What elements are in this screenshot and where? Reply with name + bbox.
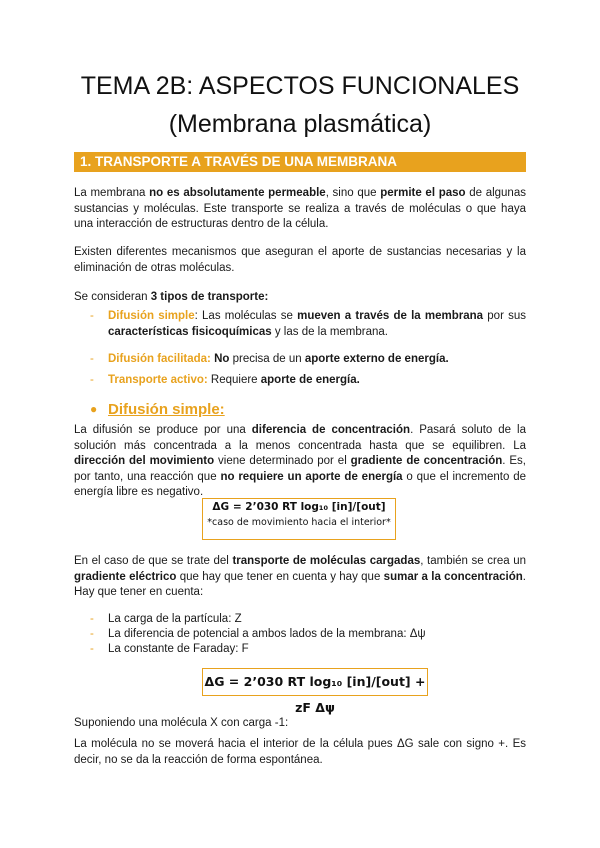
formula-box [202, 498, 396, 540]
example-paragraph: Suponiendo una molécula X con carga -1: [74, 717, 289, 729]
formula-note: *caso de movimiento hacia el interior* [207, 517, 391, 528]
charged-molecules-paragraph: En el caso de que se trate del transporte de moléculas cargadas, también se crea un gradiente eléctrico que hay que tener en cuenta y hay que sumar a la concentración. Hay que tener en cuenta: [74, 555, 526, 598]
mechanisms-paragraph: Existen diferentes mecanismos que aseguran el aporte de sustancias necesarias y la eliminación de otras moléculas. [74, 246, 526, 274]
formula-box: ΔG = 2’030 RT log₁₀ [in]/[out] + zF Δψ [202, 668, 428, 696]
section-heading: 1. TRANSPORTE A TRAVÉS DE UNA MEMBRANA [74, 152, 526, 172]
page-title: TEMA 2B: ASPECTOS FUNCIONALES [80, 72, 520, 100]
formula: ΔG = 2’030 RT log₁₀ [in]/[out] [212, 501, 386, 513]
list-item: - La carga de la partícula: Z [90, 613, 242, 625]
list-item: - Difusión facilitada: No precisa de un aporte externo de energía. [90, 353, 449, 365]
bullet-icon: ● [90, 402, 98, 416]
list-item: - Transporte activo: Requiere aporte de energía. [90, 374, 360, 386]
list-item: - La diferencia de potencial a ambos lados de la membrana: Δψ [90, 628, 426, 640]
difusion-paragraph: La difusión se produce por una diferencia de concentración. Pasará soluto de la solución más concentrada a la menos concentrada hasta que se equilibren. La dirección del movimiento viene determinado por el gradiente de concentración. Es, por tanto, una reacción que no requiere un aporte de energía o que el incremento de energía libre es negativo. [74, 424, 526, 498]
list-item: - Difusión simple: Las moléculas se mueven a través de la membrana por sus características fisicoquímicas y las de la membrana. [90, 310, 527, 338]
intro-paragraph: La membrana no es absolutamente permeable, sino que permite el paso de algunas sustancias y moléculas. Este transporte se realiza a través de moléculas o que haya una interacción de estructuras dentro de la célula. [74, 187, 526, 230]
conclusion-paragraph: La molécula no se moverá hacia el interior de la célula pues ΔG sale con signo +. Es decir, no se da la reacción de forma espontánea. [74, 738, 526, 766]
transport-types-intro: Se consideran 3 tipos de transporte: [74, 291, 269, 303]
page-subtitle: (Membrana plasmática) [168, 110, 432, 138]
difusion-simple-heading: ● Difusión simple: [90, 401, 225, 418]
list-item: - La constante de Faraday: F [90, 643, 249, 655]
